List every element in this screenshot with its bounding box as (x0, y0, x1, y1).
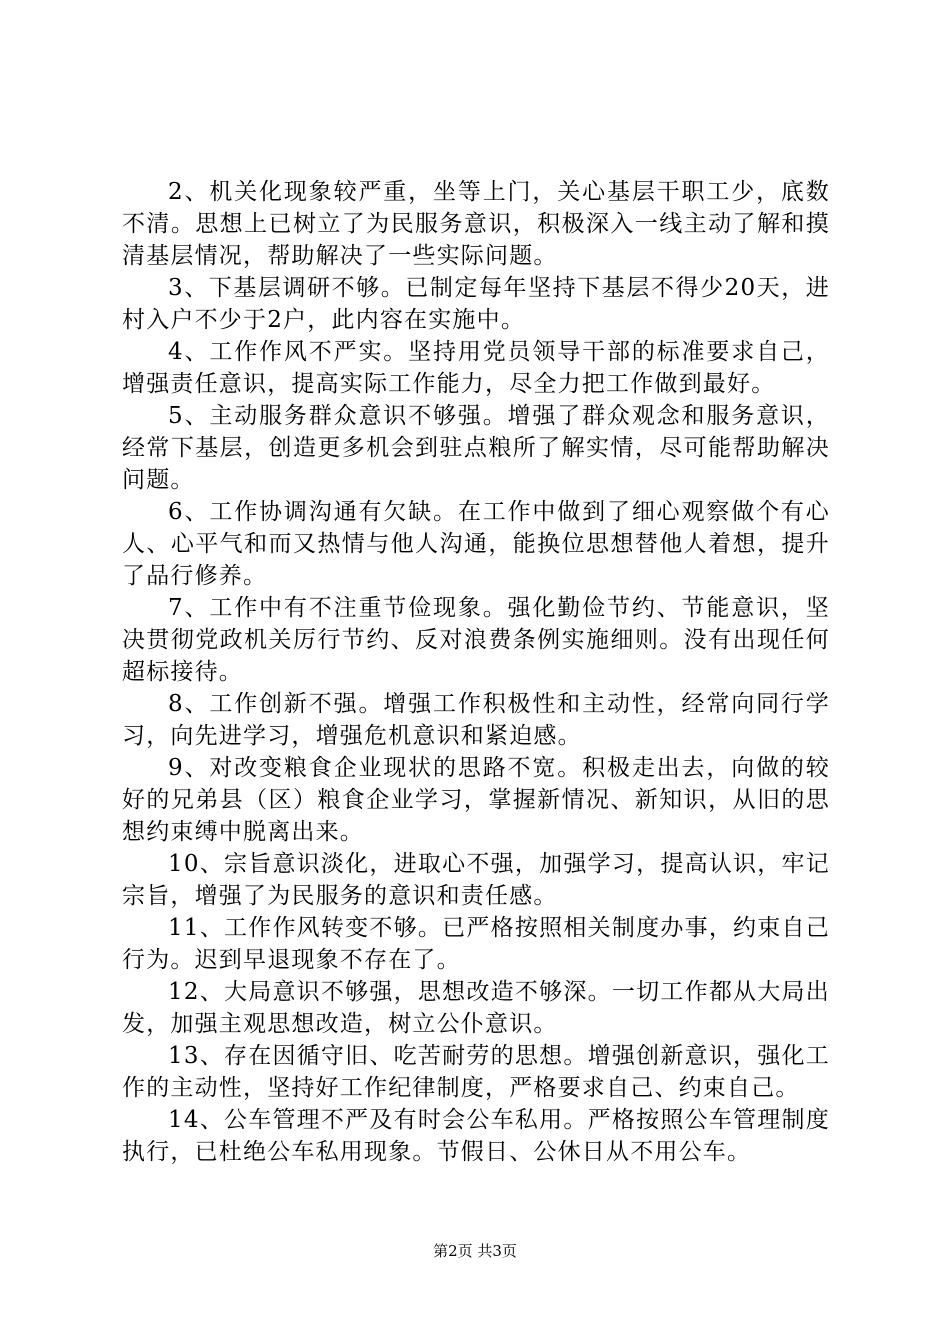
paragraph-item-12: 12、大局意识不够强，思想改造不够深。一切工作都从大局出发，加强主观思想改造，树立公仆意识。 (122, 979, 830, 1037)
paragraph-item-13: 13、存在因循守旧、吃苦耐劳的思想。增强创新意识，强化工作的主动性，坚持好工作纪律制度，严格要求自己、约束自己。 (122, 1043, 830, 1101)
paragraph-item-14: 14、公车管理不严及有时会公车私用。严格按照公车管理制度执行，已杜绝公车私用现象。节假日、公休日从不用公车。 (122, 1107, 830, 1165)
paragraph-item-11: 11、工作作风转变不够。已严格按照相关制度办事，约束自己行为。迟到早退现象不存在了。 (122, 915, 830, 973)
paragraph-item-10: 10、宗旨意识淡化，进取心不强，加强学习，提高认识，牢记宗旨，增强了为民服务的意识和责任感。 (122, 851, 830, 909)
paragraph-item-2: 2、机关化现象较严重，坐等上门，关心基层干职工少，底数不清。思想上已树立了为民服务意识，积极深入一线主动了解和摸清基层情况，帮助解决了一些实际问题。 (122, 179, 830, 269)
paragraph-item-7: 7、工作中有不注重节俭现象。强化勤俭节约、节能意识，坚决贯彻党政机关厉行节约、反对浪费条例实施细则。没有出现任何超标接待。 (122, 595, 830, 685)
paragraph-item-3: 3、下基层调研不够。已制定每年坚持下基层不得少20天，进村入户不少于2户，此内容在实施中。 (122, 275, 830, 333)
paragraph-item-6: 6、工作协调沟通有欠缺。在工作中做到了细心观察做个有心人、心平气和而又热情与他人沟通，能换位思想替他人着想，提升了品行修养。 (122, 499, 830, 589)
paragraph-item-8: 8、工作创新不强。增强工作积极性和主动性，经常向同行学习，向先进学习，增强危机意识和紧迫感。 (122, 691, 830, 749)
document-body (122, 176, 830, 1168)
page-footer: 第2页 共3页 (433, 1242, 517, 1260)
paragraph-item-5: 5、主动服务群众意识不够强。增强了群众观念和服务意识，经常下基层，创造更多机会到驻点粮所了解实情，尽可能帮助解决问题。 (122, 403, 830, 493)
paragraph-item-4: 4、工作作风不严实。坚持用党员领导干部的标准要求自己，增强责任意识，提高实际工作能力，尽全力把工作做到最好。 (122, 339, 830, 397)
paragraph-item-9: 9、对改变粮食企业现状的思路不宽。积极走出去，向做的较好的兄弟县（区）粮食企业学习，掌握新情况、新知识，从旧的思想约束缚中脱离出来。 (122, 755, 830, 845)
